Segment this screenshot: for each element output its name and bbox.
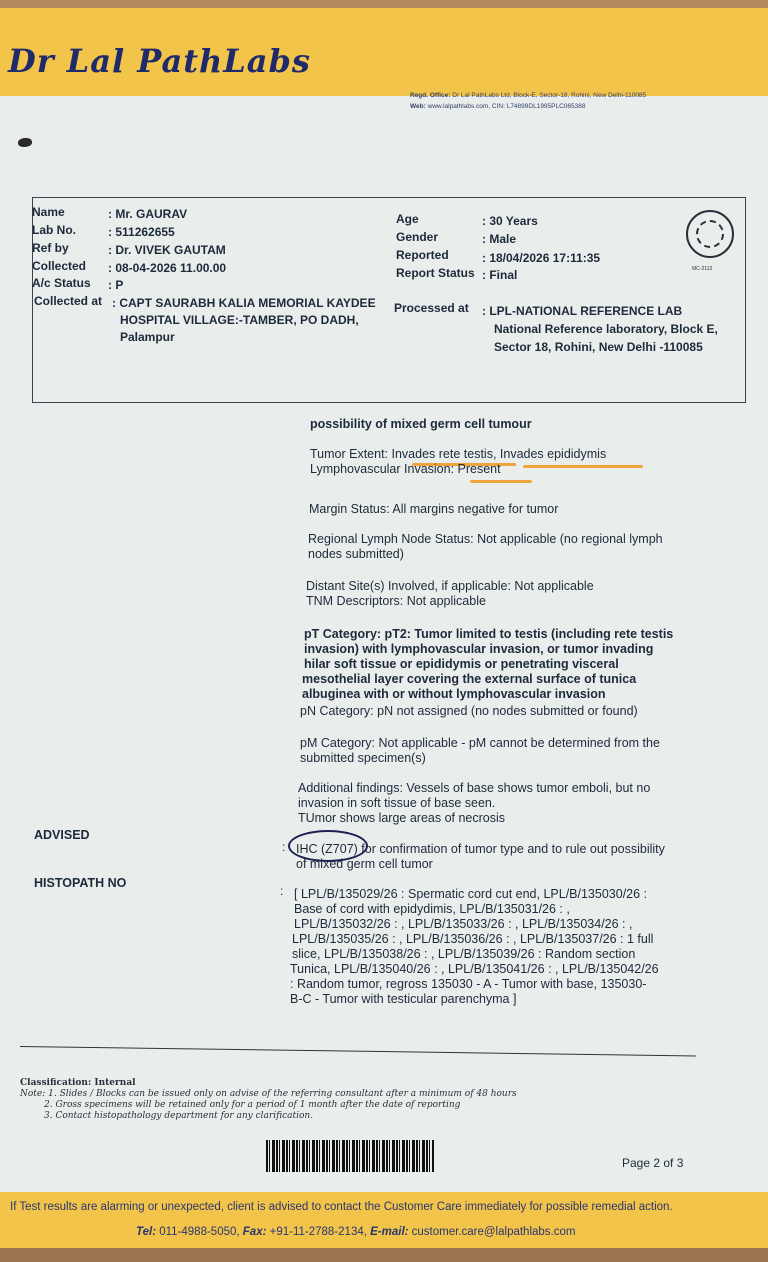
distant-sites: Distant Site(s) Involved, if applicable: Not applicable: [306, 579, 594, 593]
processed-at-value-3: Sector 18, Rohini, New Delhi -110085: [494, 340, 703, 354]
lymphovascular-invasion: Lymphovascular Invasion: Present: [310, 462, 501, 476]
pn-category: pN Category: pN not assigned (no nodes submitted or found): [300, 704, 638, 718]
labno-value: : 511262655: [108, 225, 175, 239]
pt-category-3: hilar soft tissue or epididymis or penetrating visceral: [304, 657, 619, 671]
additional-findings-3: TUmor shows large areas of necrosis: [298, 811, 506, 825]
collected-at-value-3: Palampur: [120, 330, 175, 344]
advised-text-1: IHC (Z707) for confirmation of tumor type and to rule out possibility: [296, 842, 665, 856]
ink-blot: [18, 138, 32, 147]
pm-category-2: submitted specimen(s): [300, 751, 426, 765]
refby-label: Ref by: [32, 241, 69, 255]
collected-at-label: Collected at: [34, 294, 103, 308]
name-value: : Mr. GAURAV: [108, 207, 188, 221]
fax-value: +91-11-2788-2134,: [266, 1226, 371, 1238]
labno-label: Lab No.: [32, 223, 76, 237]
registered-office: [410, 90, 646, 112]
pt-category-5: albuginea with or without lymphovascular invasion: [302, 687, 606, 701]
reported-value: : 18/04/2026 17:11:35: [482, 251, 601, 265]
histopath-line-8: B-C - Tumor with testicular parenchyma ]: [290, 992, 517, 1006]
age-value: : 30 Years: [482, 214, 538, 228]
lab-logo: Dr Lal PathLabs: [8, 42, 311, 80]
regd-text: Dr Lal PathLabs Ltd, Block-E, Sector-18, Rohini, New Delhi-110085: [452, 92, 647, 99]
name-label: Name: [32, 205, 65, 219]
bottom-strip: [0, 1248, 768, 1262]
gender-label: Gender: [396, 230, 439, 244]
tnm-descriptors: TNM Descriptors: Not applicable: [306, 594, 486, 608]
note-3: 3. Contact histopathology department for any clarification.: [44, 1111, 314, 1121]
email-value: customer.care@lalpathlabs.com: [408, 1226, 576, 1238]
pt-category-2: invasion) with lymphovascular invasion, or tumor invading: [304, 642, 654, 656]
histopath-line-2: Base of cord with epidydimis, LPL/B/135031/26 : ,: [294, 902, 570, 916]
margin-status: Margin Status: All margins negative for tumor: [309, 502, 559, 516]
ac-status-label: A/c Status: [32, 276, 91, 290]
pm-category-1: pM Category: Not applicable - pM cannot be determined from the: [300, 736, 660, 750]
page-number: Page 2 of 3: [622, 1156, 684, 1170]
accreditation-seal: [686, 210, 734, 258]
histopath-label: HISTOPATH NO: [34, 876, 127, 890]
refby-value: : Dr. VIVEK GAUTAM: [108, 243, 226, 257]
collected-at-value-2: HOSPITAL VILLAGE:-TAMBER, PO DADH,: [120, 313, 359, 327]
histopath-line-4: LPL/B/135035/26 : , LPL/B/135036/26 : , LPL/B/135037/26 : 1 full: [292, 932, 654, 946]
report-status-value: : Final: [482, 268, 518, 282]
highlight-present: [470, 480, 532, 483]
barcode: [266, 1140, 434, 1172]
gender-value: : Male: [482, 232, 517, 246]
fax-label: Fax:: [242, 1226, 267, 1238]
pt-category-1: pT Category: pT2: Tumor limited to testis (including rete testis: [304, 627, 674, 641]
report-line-mixed-germ-cell: possibility of mixed germ cell tumour: [310, 417, 532, 431]
histopath-line-7: : Random tumor, regross 135030 - A - Tumor with base, 135030-: [290, 977, 647, 991]
ac-status-value: : P: [108, 278, 124, 292]
advised-label: ADVISED: [34, 828, 90, 842]
histopath-colon: :: [280, 884, 284, 898]
tel-value: 011-4988-5050,: [156, 1226, 243, 1238]
regional-lymph-node-2: nodes submitted): [308, 547, 404, 561]
ihc-circle-annotation: [288, 830, 368, 862]
footer-advisory: If Test results are alarming or unexpected, client is advised to contact the Customer Care immediately for possible remedial action.: [10, 1201, 673, 1213]
additional-findings-1: Additional findings: Vessels of base shows tumor emboli, but no: [298, 781, 651, 795]
regd-label: Regd. Office:: [410, 92, 451, 99]
classification: Classification: Internal: [20, 1078, 136, 1088]
histopath-line-3: LPL/B/135032/26 : , LPL/B/135033/26 : , LPL/B/135034/26 : ,: [294, 917, 633, 931]
pt-category-4: mesothelial layer covering the external surface of tunica: [302, 672, 637, 686]
age-label: Age: [396, 212, 419, 226]
histopath-line-5: slice, LPL/B/135038/26 : , LPL/B/135039/26 : Random section: [292, 947, 636, 961]
tel-label: Tel:: [136, 1226, 157, 1238]
tumor-extent: Tumor Extent: Invades rete testis, Invades epididymis: [310, 447, 607, 461]
web-label: Web:: [410, 103, 426, 110]
web-text: www.lalpathlabs.com, CIN: L74899DL1995PLC065388: [427, 103, 586, 110]
processed-at-value-2: National Reference laboratory, Block E,: [494, 322, 718, 336]
additional-findings-2: invasion in soft tissue of base seen.: [298, 796, 496, 810]
collected-value: : 08-04-2026 11.00.00: [108, 261, 227, 275]
processed-at-value-1: : LPL-NATIONAL REFERENCE LAB: [482, 304, 683, 318]
report-status-label: Report Status: [396, 266, 475, 280]
reported-label: Reported: [396, 248, 449, 262]
email-label: E-mail:: [370, 1226, 409, 1238]
advised-text-2: of mixed germ cell tumor: [296, 857, 433, 871]
footer-contacts: [136, 1226, 575, 1238]
note-1: Note: 1. Slides / Blocks can be issued only on advise of the referring consultant after a minimum of 48 hours: [20, 1089, 517, 1099]
highlight-epididymis: [523, 465, 643, 468]
histopath-line-6: Tunica, LPL/B/135040/26 : , LPL/B/135041/26 : , LPL/B/135042/26: [290, 962, 659, 976]
advised-colon: :: [282, 840, 286, 854]
processed-at-label: Processed at: [394, 301, 469, 315]
collected-label: Collected: [32, 259, 87, 273]
classification-notes: [20, 1078, 517, 1122]
seal-text: MC-2113: [692, 266, 713, 272]
collected-at-value-1: : CAPT SAURABH KALIA MEMORIAL KAYDEE: [112, 296, 376, 310]
histopath-line-1: [ LPL/B/135029/26 : Spermatic cord cut end, LPL/B/135030/26 :: [294, 887, 648, 901]
note-2: 2. Gross specimens will be retained only for a period of 1 month after the date of reporting: [44, 1100, 461, 1110]
regional-lymph-node-1: Regional Lymph Node Status: Not applicable (no regional lymph: [308, 532, 663, 546]
